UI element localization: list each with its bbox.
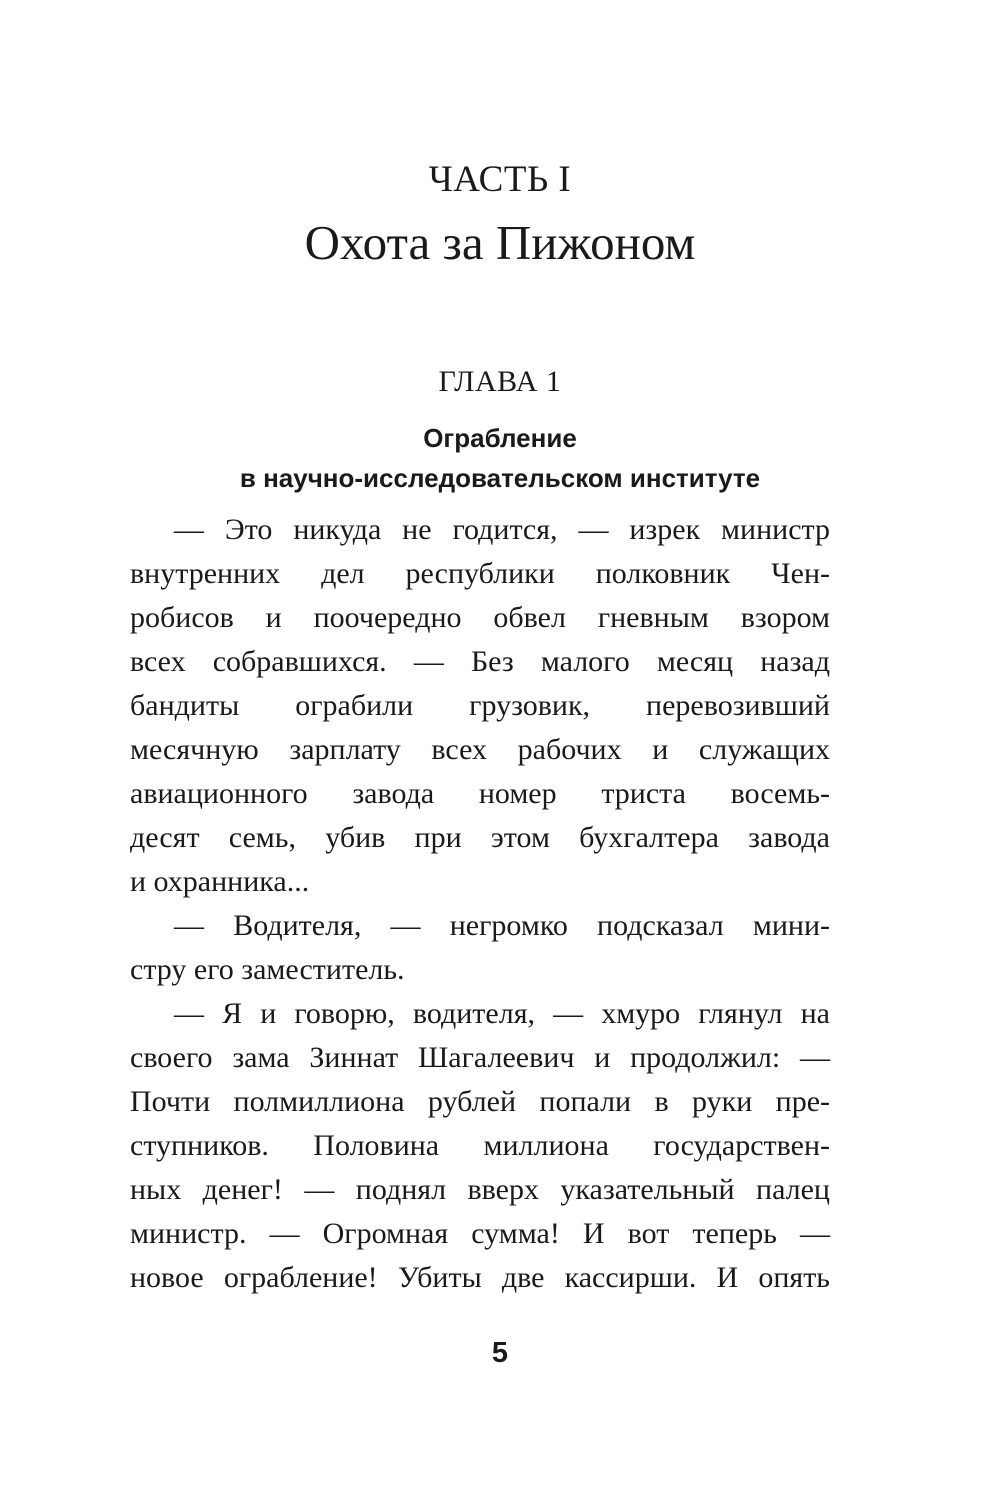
text-line: Почти полмиллиона рублей попали в руки пре- [130, 1085, 830, 1118]
text-line: — Водителя, — негромко подсказал мини- [174, 909, 830, 942]
page-number: 5 [491, 1337, 509, 1369]
text-line: робисов и поочередно обвел гневным взором [130, 601, 830, 634]
text-line: ных денег! — поднял вверх указательный палец [130, 1173, 830, 1206]
text-line: десят семь, убив при этом бухгалтера завода [130, 821, 830, 854]
text-line: внутренних дел республики полковник Чен- [130, 557, 830, 590]
text-line: месячную зарплату всех рабочих и служащих [130, 733, 830, 766]
text-line: стру его заместитель. [130, 953, 405, 986]
text-line: своего зама Зиннат Шагалеевич и продолжил: — [130, 1041, 830, 1074]
body-text [130, 508, 830, 1300]
text-line: бандиты ограбили грузовик, перевозивший [130, 689, 830, 722]
text-line: ступников. Половина миллиона государствен- [130, 1129, 830, 1162]
chapter-title [0, 418, 1000, 498]
chapter-title-line-1: Ограбление [423, 423, 577, 453]
text-line: авиационного завода номер триста восемь- [130, 777, 830, 810]
text-line: — Это никуда не годится, — изрек министр [174, 513, 830, 546]
text-line: министр. — Огромная сумма! И вот теперь — [130, 1217, 830, 1250]
text-line: — Я и говорю, водителя, — хмуро глянул на [174, 997, 830, 1030]
text-line: и охранника... [130, 865, 310, 898]
chapter-label: ГЛАВА 1 [438, 365, 562, 398]
chapter-title-line-2: в научно-исследовательском институте [239, 463, 761, 493]
text-line: всех собравшихся. — Без малого месяц назад [130, 645, 830, 678]
text-line: новое ограбление! Убиты две кассирши. И опять [130, 1261, 830, 1294]
part-label: ЧАСТЬ I [428, 159, 572, 200]
part-title: Охота за Пижоном [304, 215, 696, 270]
